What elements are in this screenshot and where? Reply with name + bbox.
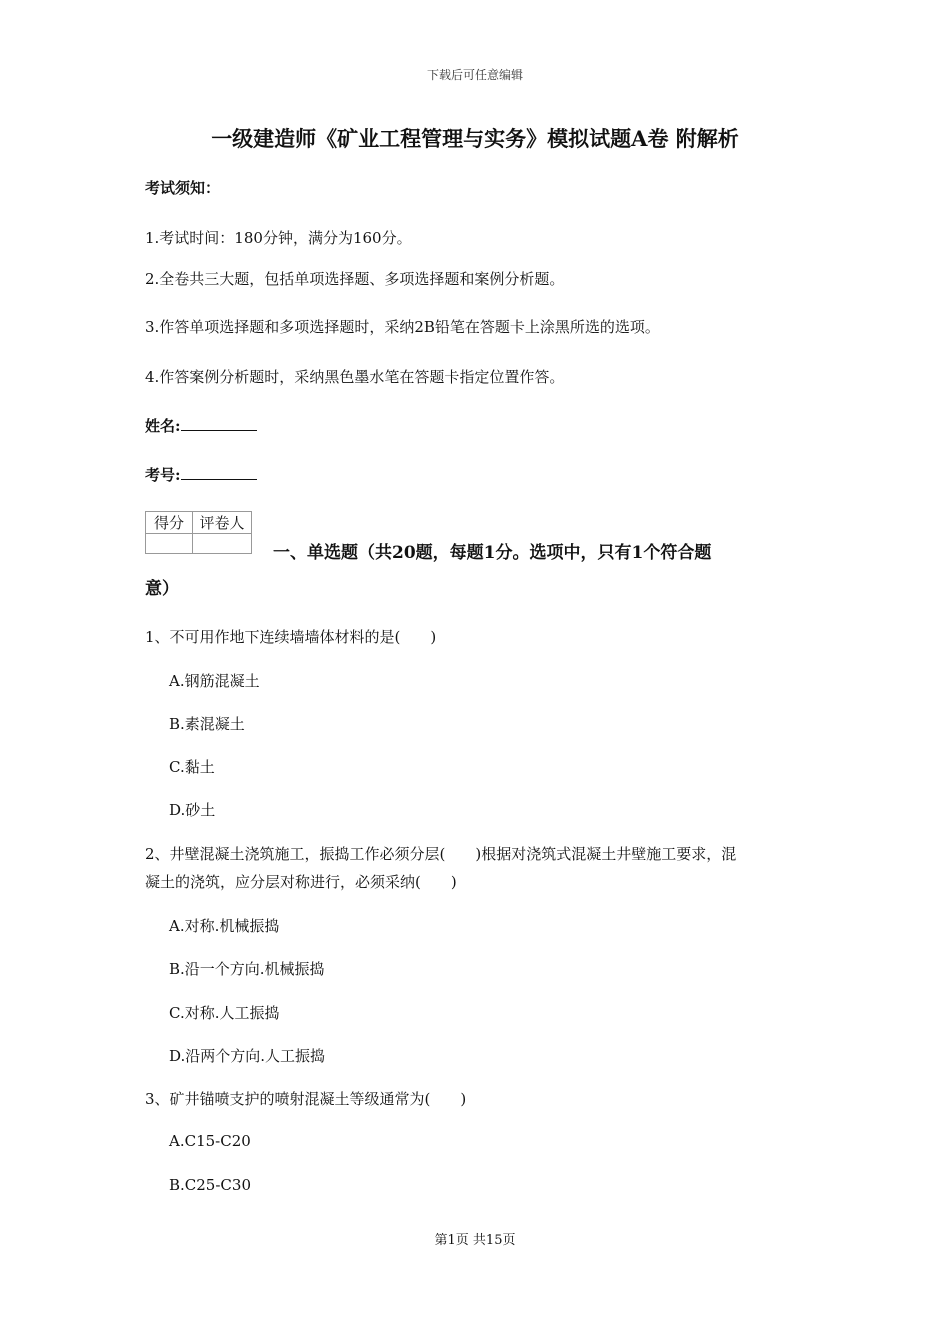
question-stem: 1、不可用作地下连续墙墙体材料的是( ): [145, 628, 437, 646]
name-label: 姓名:: [145, 417, 181, 435]
notice-item: 3.作答单项选择题和多项选择题时，采纳2B铅笔在答题卡上涂黑所选的选项。: [145, 318, 660, 336]
page-footer: 第1页 共15页: [434, 1233, 516, 1248]
name-field: [145, 415, 257, 436]
id-blank: [181, 465, 257, 480]
grader-header: 评卷人: [193, 512, 252, 534]
question-option: A.对称.机械振捣: [169, 917, 280, 935]
page-header: 下载后可任意编辑: [426, 68, 523, 82]
score-cell: [146, 534, 193, 554]
question-option: A.C15-C20: [169, 1132, 251, 1150]
question-stem-cont: 凝土的浇筑，应分层对称进行，必须采纳( ): [145, 873, 457, 891]
grader-cell: [193, 534, 252, 554]
question-option: D.砂土: [169, 801, 216, 819]
notice-item: 1.考试时间：180分钟，满分为160分。: [145, 229, 412, 247]
question-stem: 3、矿井锚喷支护的喷射混凝土等级通常为( ): [145, 1090, 467, 1108]
id-field: [145, 464, 257, 485]
document-title: 一级建造师《矿业工程管理与实务》模拟试题A卷 附解析: [211, 126, 739, 151]
name-blank: [181, 416, 257, 431]
notice-item: 4.作答案例分析题时，采纳黑色墨水笔在答题卡指定位置作答。: [145, 368, 565, 386]
score-header: 得分: [146, 512, 193, 534]
question-stem: 2、井壁混凝土浇筑施工，振捣工作必须分层( )根据对浇筑式混凝土井壁施工要求，混: [145, 845, 737, 863]
question-option: C.对称.人工振捣: [169, 1004, 280, 1022]
id-label: 考号:: [145, 466, 181, 484]
question-option: B.素混凝土: [169, 715, 245, 733]
section-heading-cont: 意）: [145, 579, 179, 599]
question-option: B.沿一个方向.机械振捣: [169, 960, 325, 978]
question-option: D.沿两个方向.人工振捣: [169, 1047, 326, 1065]
question-option: B.C25-C30: [169, 1176, 251, 1194]
question-option: A.钢筋混凝土: [169, 672, 260, 690]
section-heading: 一、单选题（共20题，每题1分。选项中，只有1个符合题: [273, 543, 712, 563]
notice-item: 2.全卷共三大题，包括单项选择题、多项选择题和案例分析题。: [145, 270, 565, 288]
score-table: [145, 511, 252, 554]
question-option: C.黏土: [169, 758, 215, 776]
notice-heading: 考试须知：: [145, 179, 221, 197]
